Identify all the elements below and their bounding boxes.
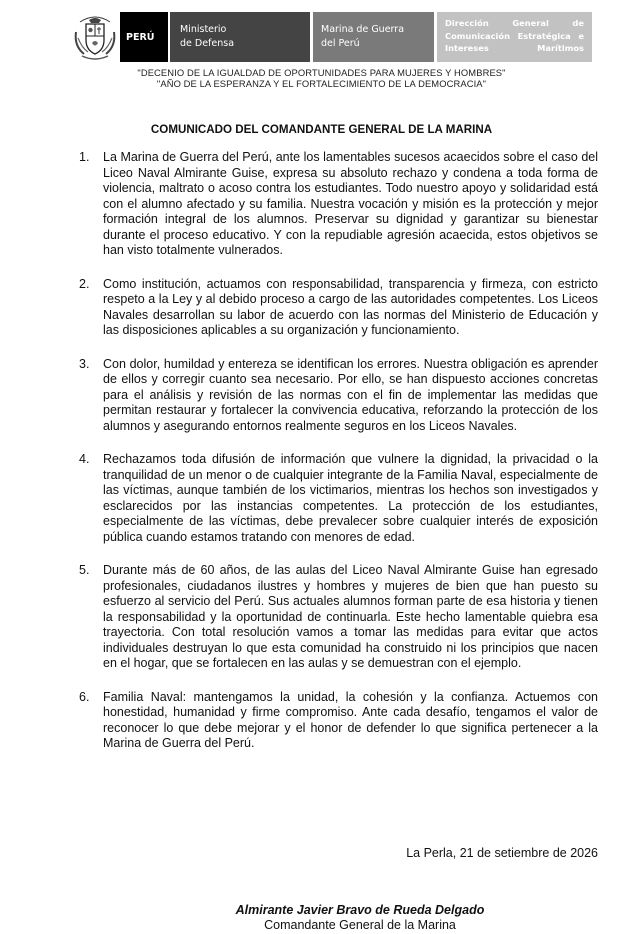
statement-item-4 (79, 452, 598, 545)
direccion-general-label (437, 12, 592, 62)
marina-line-1: Marina de Guerra (321, 24, 405, 35)
statement-item-6 (79, 690, 598, 752)
item-number: 6. (79, 689, 90, 704)
item-number: 5. (79, 563, 90, 577)
item-number: 1. (79, 150, 90, 164)
peru-label: PERÚ (120, 12, 168, 62)
ministerio-defensa-label (170, 12, 310, 62)
statement-item-5 (79, 563, 598, 672)
place-date: La Perla, 21 de setiembre de 2026 (406, 846, 598, 860)
statement-item-3 (79, 357, 598, 435)
item-number: 4. (79, 452, 90, 466)
statement-item-2 (79, 277, 598, 339)
statement-item-1 (79, 150, 598, 259)
direccion-line-1: Dirección General de (445, 18, 584, 28)
item-text: Con dolor, humildad y entereza se identifican los errores. Nuestra obligación es aprender de ellos y corregir cuanto sea necesario. Por ello, se han dispuesto acciones concretas para el análisis y revisión de las normas con el fin de implementar las medidas que permitan restaurar y fortalecer la convivencia educativa, reforzando la protección de los alumnos y asegurando entornos realmente seguros en los Liceos Navales. (103, 356, 598, 433)
ministerio-line-1: Ministerio (180, 24, 227, 35)
decade-motto: "DECENIO DE LA IGUALDAD DE OPORTUNIDADES PARA MUJERES Y HOMBRES" (137, 67, 506, 78)
item-text: Durante más de 60 años, de las aulas del Liceo Naval Almirante Guise han egresado profesionales, ciudadanos ilustres y hombres y mujeres de bien que han puesto su esfuerzo al servicio del Perú. Sus actuales alumnos forman parte de esa historia y tienen la responsabilidad y la oportunidad de continuarla. Este hecho lamentable quiebra esa trayectoria. Con total resolución vamos a tomar las medidas para evitar que actos individuales destruyan lo que esta comunidad ha construido ni los principios que nacen en el hogar, que se fortalecen en las aulas y se demuestran con el ejemplo. (103, 563, 598, 670)
item-text: La Marina de Guerra del Perú, ante los lamentables sucesos acaecidos sobre el caso del Liceo Naval Almirante Guise, expresa su absoluto rechazo y condena a toda forma de violencia, maltrato o acoso contra los estudiantes. Todo nuestro apoyo y solidaridad está con el alumno afectado y su familia. Nuestra vocación y misión es la protección y mejor formación integral de los alumnos. Preservar su dignidad y garantizar su bienestar durante el proceso educativo. Y con la repudiable agresión acaecida, estos objetivos se han visto totalmente vulnerados. (103, 150, 598, 257)
year-motto: "AÑO DE LA ESPERANZA Y EL FORTALECIMIENTO DE LA DEMOCRACIA" (156, 78, 487, 89)
statement-list (79, 150, 598, 770)
item-text: Familia Naval: mantengamos la unidad, la cohesión y la confianza. Actuemos con honestidad, humanidad y firme compromiso. Ante cada desafío, tengamos el valor de reconocer lo que debe mejorar y el honor de defender lo que significa pertenecer a la Marina de Guerra del Perú. (103, 689, 598, 750)
direccion-line-3: Intereses Marítimos (445, 43, 584, 53)
item-text: Rechazamos toda difusión de información que vulnere la dignidad, la privacidad o la tranquilidad de un menor o de cualquier integrante de la Familia Naval, especialmente de las víctimas, aunque también de los victimarios, mientras los hechos son investigados y esclarecidos por las instancias competentes. La protección de los estudiantes, especialmente de las víctimas, debe prevalecer sobre cualquier interés de exposición pública cuando estamos tratando con menores de edad. (103, 452, 598, 544)
marina-guerra-label (313, 12, 434, 62)
signatory-role: Comandante General de la Marina (264, 918, 456, 932)
direccion-line-2: Comunicación Estratégica e (445, 30, 584, 41)
coat-of-arms-icon (72, 12, 118, 62)
document-title: COMUNICADO DEL COMANDANTE GENERAL DE LA MARINA (150, 123, 493, 136)
signatory-name: Almirante Javier Bravo de Rueda Delgado (235, 903, 485, 917)
item-number: 2. (79, 276, 90, 291)
marina-line-2: del Perú (321, 38, 360, 49)
ministerio-line-2: de Defensa (180, 38, 235, 49)
item-number: 3. (79, 356, 90, 371)
item-text: Como institución, actuamos con responsabilidad, transparencia y firmeza, con estricto respeto a la Ley y al debido proceso a cargo de las autoridades competentes. Los Liceos Navales desarrollan su labor de acuerdo con las normas del Ministerio de Educación y las disposiciones aplicables a su organización y funcionamiento. (103, 276, 598, 337)
